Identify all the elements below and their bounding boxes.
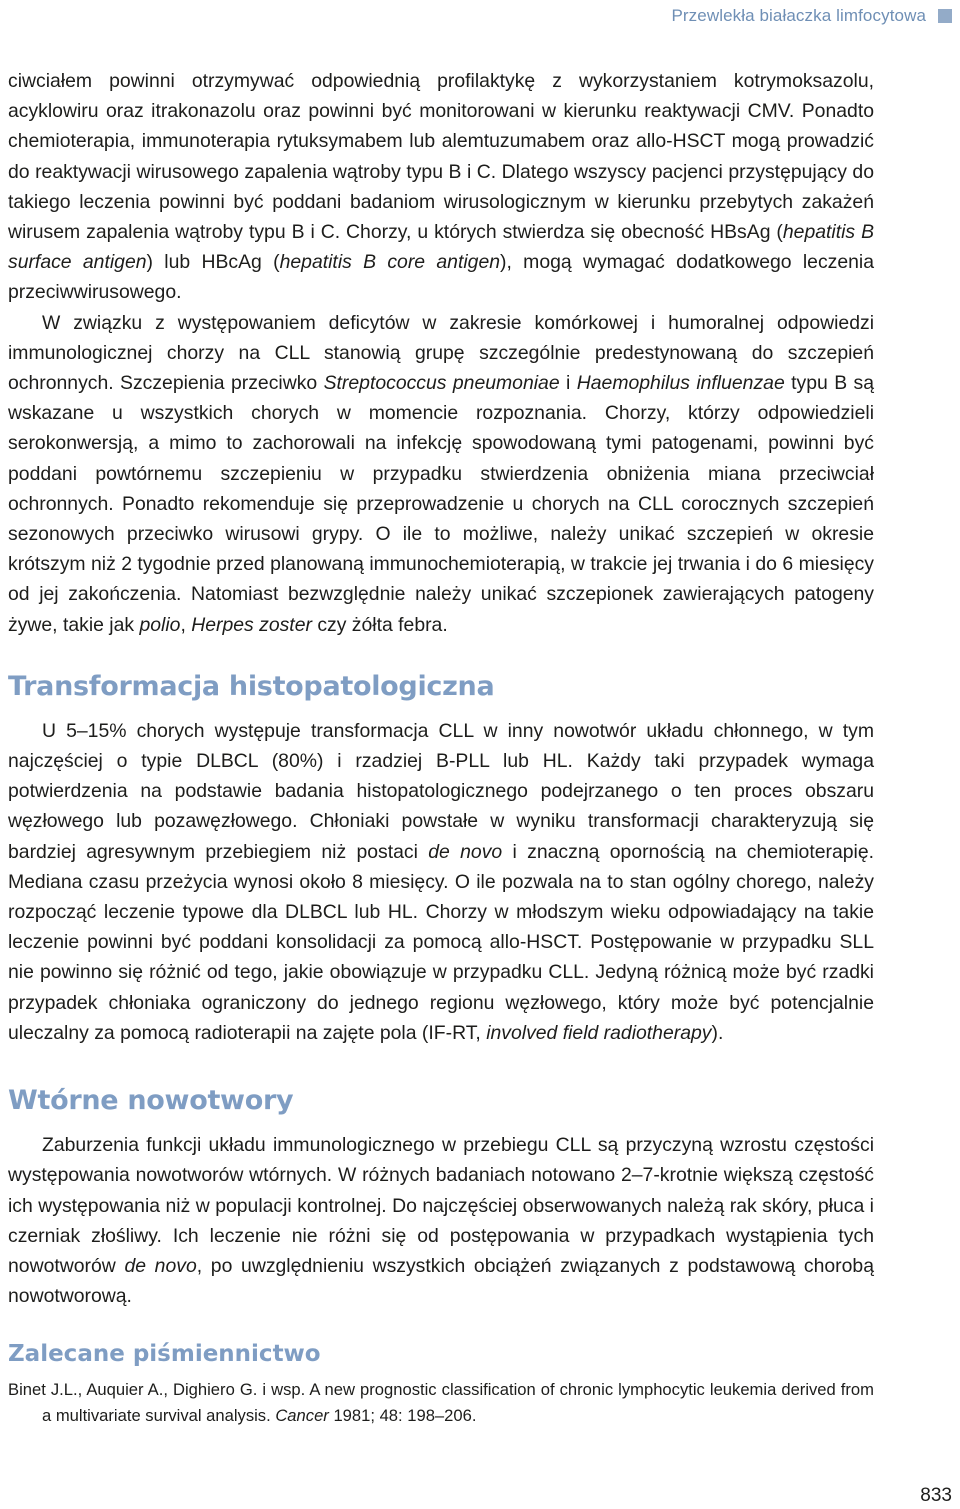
section-heading-transformation: Transformacja histopatologiczna [8, 670, 495, 702]
italic-term: polio [139, 613, 181, 636]
text-run: W związku z występowaniem deficytów w zakresie komórkowej i humoralnej odpowiedzi immunologicznej chorzy na CLL stanowią grupę szczególnie predestynowaną do szczepień ochronnych. Szczepienia przeciwko [8, 311, 874, 395]
text-run: , po uwzględnieniu wszystkich obciążeń związanych z podstawową chorobą nowotworową. [8, 1254, 874, 1308]
italic-term: involved field radiotherapy [486, 1021, 712, 1044]
italic-term: Herpes zoster [191, 613, 312, 636]
page-number: 833 [920, 1485, 952, 1506]
text-run: ) lub HBcAg ( [146, 251, 280, 274]
italic-term: de novo [428, 840, 503, 863]
square-icon [938, 9, 952, 23]
text-run: 1981; 48: 198–206. [328, 1406, 477, 1426]
running-header [671, 6, 952, 26]
text-run: i znaczną opornością na chemioterapię. Mediana czasu przeżycia wynosi około 8 miesięcy. O ile pozwala na to stan ogólny chorego, należy rozpocząć leczenie typowe dla DLBCL lub HL. Chorzy w młodszym wieku odpowiadający na takie leczenie powinni być poddani konsolidacji za pomocą allo-HSCT. Postępowanie w przypadku SLL nie powinno się różnić od tego, jakie obowiązuje w przypadku CLL. Jedyną różnicą może być rzadki przypadek chłoniaka ograniczony do jednego regionu węzłowego, który może być potencjalnie uleczalny za pomocą radioterapii na zajęte pola (IF-RT, [8, 840, 874, 1044]
reference-item [8, 1377, 874, 1429]
text-run: czy żółta febra. [311, 613, 448, 636]
italic-term: Haemophilus influenzae [576, 372, 785, 395]
text-run: i [559, 372, 577, 395]
page-content [8, 66, 874, 1429]
text-run: typu B są wskazane u wszystkich chorych w momencie rozpoznania. Chorzy, którzy odpowiedzieli serokonwersją, a mimo to zachorowali na infekcję spowodowaną tymi patogenami, powinni być poddani powtórnemu szczepieniu w przypadku stwierdzenia obniżenia miana przeciwciał ochronnych. Ponadto rekomenduje się przeprowadzenie u chorych na CLL corocznych szczepień sezonowych przeciwko wirusowi grypy. O ile to możliwe, należy unikać szczepień w okresie krótszym niż 2 tygodnie przed planowaną immunochemioterapią, w trakcie jej trwania i do 6 miesięcy od jej zakończenia. Natomiast bezwzględnie należy unikać szczepionek zawierających patogeny żywe, takie jak [8, 372, 875, 636]
italic-term: hepatitis B core antigen [279, 251, 501, 274]
text-run: ). [711, 1021, 724, 1044]
text-run: Zaburzenia funkcji układu immunologicznego w przebiegu CLL są przyczyną wzrostu częstości występowania nowotworów wtórnych. W różnych badaniach notowano 2–7-krotnie większą częstość ich występowania niż w populacji kontrolnej. Do najczęściej obserwowanych należą rak skóry, płuca i czerniak złośliwy. Ich leczenie nie różni się od postępowania w przypadkach wystąpienia tych nowotworów [8, 1134, 874, 1277]
text-run: Binet J.L., Auquier A., Dighiero G. i wsp. A new prognostic classification of chronic lymphocytic leukemia derived from a multivariate survival analysis. [8, 1380, 874, 1426]
intro-paragraph-1 [8, 66, 874, 308]
italic-term: Streptococcus pneumoniae [323, 372, 560, 395]
text-run: ), mogą wymagać dodatkowego leczenia przeciwwirusowego. [8, 251, 874, 304]
section-heading-secondary: Wtórne nowotwory [8, 1085, 294, 1117]
running-title: Przewlekła białaczka limfocytowa [671, 6, 926, 25]
section-heading-references: Zalecane piśmiennictwo [8, 1341, 321, 1368]
text-run: ciwciałem powinni otrzymywać odpowiednią profilaktykę z wykorzystaniem kotrymoksazolu, acyklowiru oraz itrakonazolu oraz powinni być monitorowani w kierunku reaktywacji CMV. Ponadto chemioterapia, immunoterapia rytuksymabem lub alemtuzumabem oraz allo-HSCT mogą prowadzić do reaktywacji wirusowego zapalenia wątroby typu B i C. Dlatego wszyscy pacjenci przystępujący do takiego leczenia powinni być poddani badaniom wirusologicznym w kierunku przebytych zakażeń wirusem zapalenia wątroby typu B i C. Chorzy, u których stwierdza się obecność HBsAg ( [8, 70, 874, 244]
secondary-paragraph [8, 1130, 874, 1311]
transformation-paragraph [8, 716, 874, 1048]
italic-term: de novo [124, 1254, 197, 1277]
text-run: U 5–15% chorych występuje transformacja CLL w inny nowotwór układu chłonnego, w tym najczęściej o typie DLBCL (80%) i rzadziej B-PLL lub HL. Każdy taki przypadek wymaga potwierdzenia na podstawie badania histopatologicznego podejrzanego o ten proces obszaru węzłowego lub pozawęzłowego. Chłoniaki powstałe w wyniku transformacji charakteryzują się bardziej agresywnym przebiegiem niż postaci [8, 719, 874, 863]
italic-term: hepatitis B surface antigen [8, 221, 875, 274]
text-run: , [180, 613, 192, 636]
italic-term: Cancer [275, 1406, 329, 1426]
intro-paragraph-2 [8, 308, 874, 640]
